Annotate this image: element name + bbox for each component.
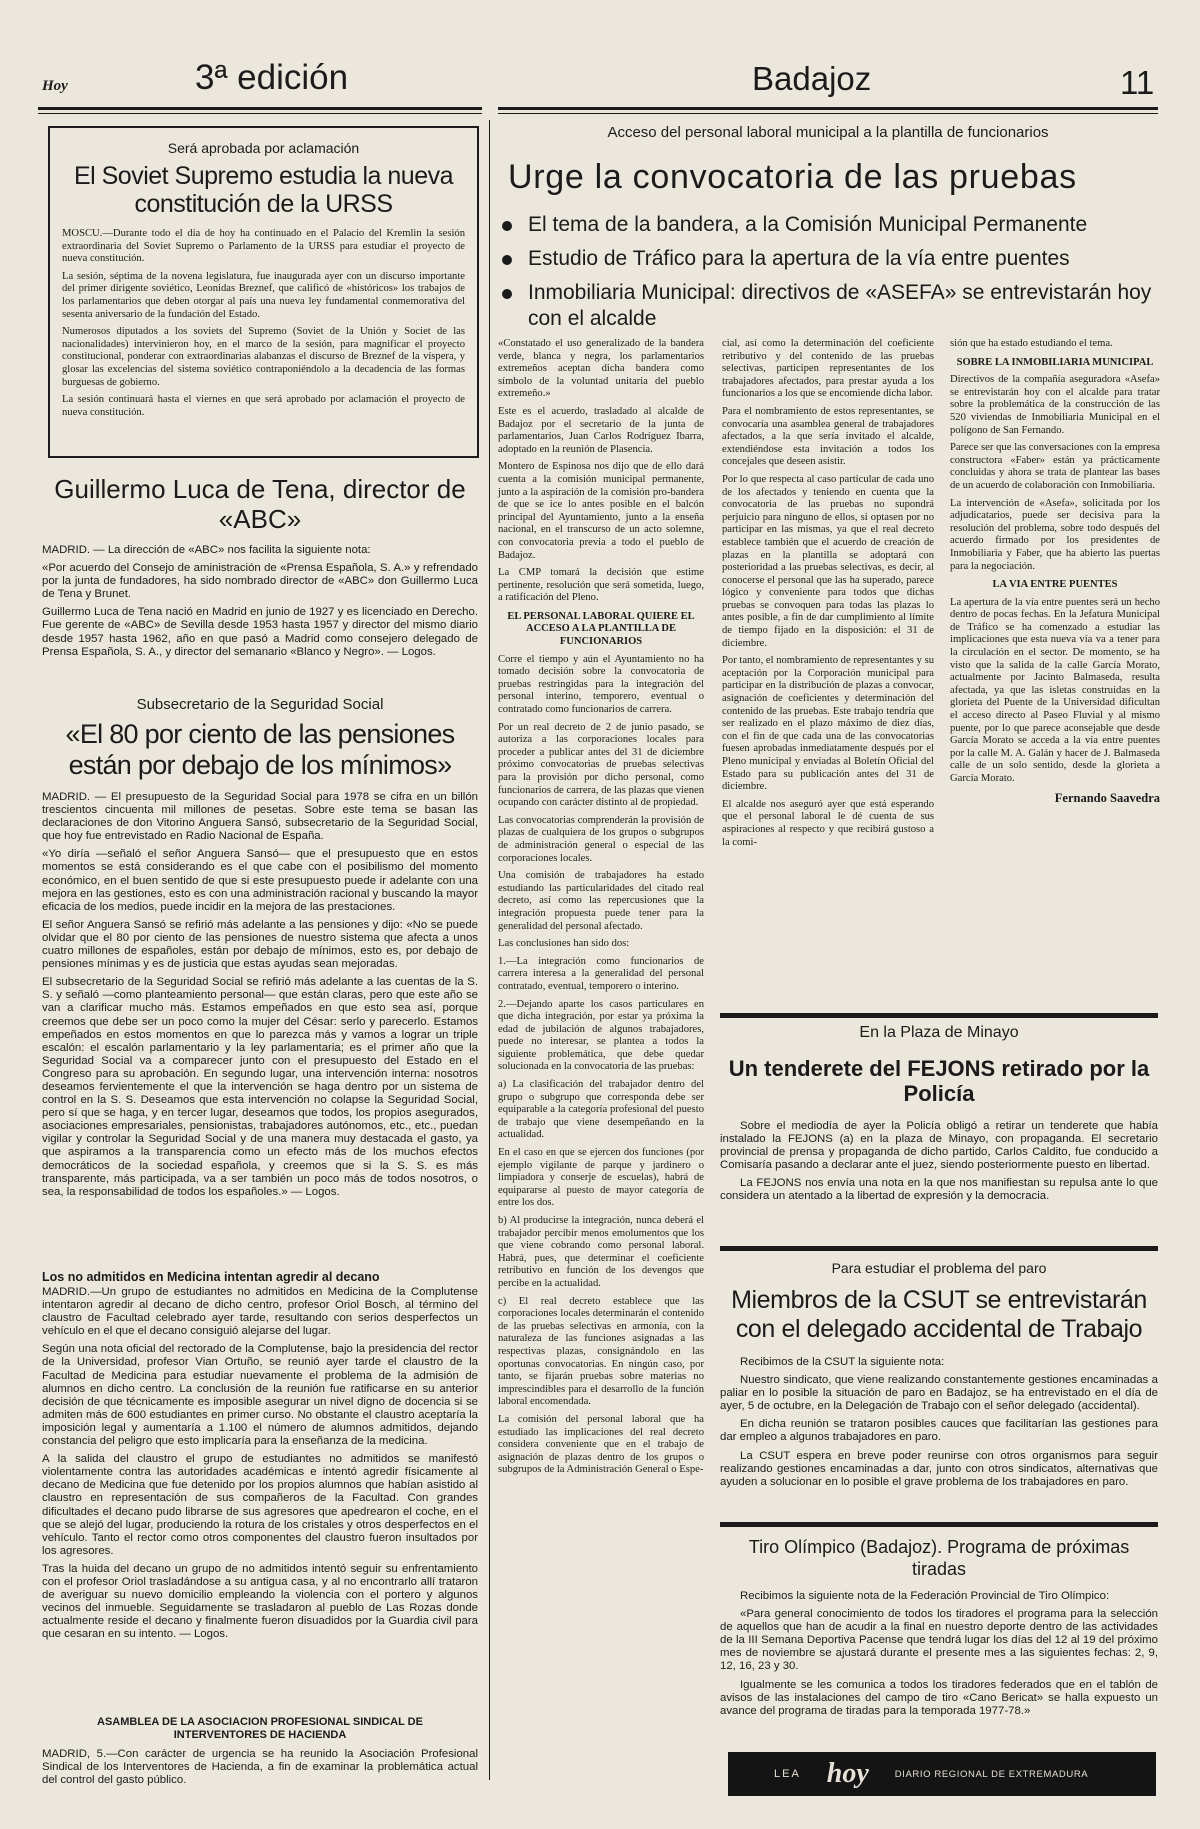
main-paragraph: Este es el acuerdo, trasladado al alcalde de Badajoz por el secretario de la junta de parlamentarios, Juan Carlos Rodríguez Ibarra, adoptado en la reunión de Plasencia. [498,405,704,455]
main-paragraph: sión que ha estado estudiando el tema. [950,338,1113,349]
pensiones-headline: «El 80 por ciento de las pensiones están por debajo de los mínimos» [65,719,455,780]
tiro-top-rule [720,1522,1158,1527]
medicina-paragraph: MADRID.—Un grupo de estudiantes no admitidos en Medicina de la Complutense intentaron agredir al decano de dicho centro, profesor Oriol Bosch, al término del claustro de Facultad celebrado ayer tarde, resultando con serios desperfectos un vehículo en el que el decano consiguió alejarse del lugar. [42,1286,478,1338]
csut-kicker: Para estudiar el problema del paro [831,1260,1047,1276]
csut-paragraph: Recibimos de la CSUT la siguiente nota: [740,1356,945,1368]
tiro-paragraph: Igualmente se les comunica a todos los tiradores federados que en el tablón de avisos de las instalaciones del campo de tiro «Cano Bericat» se halla expuesto un avance del programa de tiradas para la temporada 1977-78.» [720,1678,1158,1717]
main-paragraph: La apertura de la vía entre puentes será un hecho dentro de pocas fechas. En la Jefatura Municipal de Tráfico se ha comenzado a estudiar las implicaciones que esta nueva vía va a tener para la circulación en el sector. De momento, se ha visto que la salida de la calle García Morato, actualmente por Jacinto Balmaseda, resulta afectada, ya que las isletas construidas en la glorieta del Puente de la Universidad dificultan el acceso directo al Paseo Fluvial y al mismo puente, por lo que parece aconsejable que desde García Morato se acceda a la vía entre puentes por la calle M. A. Galán y hacer de J. Balmaseda calle de un solo sentido, desde la glorieta a García Morato. [950,596,1160,784]
minayo-paragraph: La FEJONS nos envía una nota en la que nos manifiestan su repulsa ante lo que considera un atentado a la libertad de expresión y la democracia. [720,1177,1158,1203]
luca-article [42,474,478,664]
csut-paragraph: En dicha reunión se trataron posibles cauces que facilitarían las gestiones para dar empleo a algunos trabajadores en paro. [720,1418,1158,1444]
minayo-top-rule [720,1013,1158,1018]
main-paragraph: 1.—La integración como funcionarios de carrera interesa a la generalidad del personal contratado, eventual, temporero o interino. [498,955,704,992]
tiro-paragraph: Recibimos la siguiente nota de la Federación Provincial de Tiro Olímpico: [740,1590,1110,1602]
bullet-icon [502,221,512,231]
soviet-paragraph: La sesión continuará hasta el viernes en que será aprobado por aclamación el proyecto de nueva constitución. [62,394,465,418]
main-column-1 [498,338,704,1482]
tiro-paragraph: «Para general conocimiento de todos los tiradores el programa para la selección de aquellos que han de acudir a la final en nuestro deporte dentro de las actividades de la III Semana Deportiva Pacense que tendrá lugar los días del 12 al 19 del próximo mes de noviembre se ajustará durante el presente mes a las siguientes fechas: 2, 9, 12, 16, 23 y 30. [720,1608,1158,1673]
minayo-headline: Un tenderete del FEJONS retirado por la Policía [728,1056,1150,1106]
main-column-2 [722,338,934,854]
header-rule-right [498,107,1158,110]
bullet-item [498,212,1158,238]
main-paragraph: Una comisión de trabajadores ha estado estudiando las particularidades del citado real decreto, así como las repercusiones que la integración propuesta puede tener para la generalidad del personal afectado. [498,870,704,932]
header-rule-left [38,107,482,110]
pensiones-paragraph: MADRID. — El presupuesto de la Seguridad Social para 1978 se cifra en un billón trescientos cincuenta mil millones de pesetas. Sobre este tema se basan las declaraciones de don Vitorino Anguera Sansó, subsecretario de la Seguridad Social, que hoy fue entrevistado en Radio Nacional de España. [42,791,478,843]
minayo-article [720,1024,1158,1209]
pensiones-article [42,696,478,1204]
main-paragraph: La CMP tomará la decisión que estime pertinente, resolución que será sometida, luego, a ratificación del Pleno. [498,567,704,604]
minayo-paragraph: Sobre el mediodía de ayer la Policía obligó a retirar un tenderete que había instalado la FEJONS (a) en la plaza de Minayo, con propaganda. El secretario provincial de prensa y propaganda de dicho partido, Carlos Caldito, fue conducido a Comisaría pasando a declarar ante el juez, siendo posteriormente puesto en libertad. [720,1120,1158,1172]
main-paragraph: Las convocatorias comprenderán la provisión de plazas de cualquiera de los grupos o subgrupos de administración general o especial de las corporaciones locales. [498,814,704,864]
csut-article [720,1260,1158,1494]
main-paragraph: Directivos de la compañía aseguradora «Asefa» se entrevistarán hoy con el alcalde para tratar sobre la problemática de la construcción de las 520 viviendas de Inmobiliaria Municipal en el polígono de San Fernando. [950,374,1160,436]
csut-paragraph: La CSUT espera en breve poder reunirse con otros organismos para seguir realizando gestiones encaminadas a dar, junto con otros sindicatos, alternativas que ayuden a solucionar en lo posible el grave problema de los trabajadores en paro. [720,1449,1158,1488]
pensiones-paragraph: El subsecretario de la Seguridad Social se refirió más adelante a las cuentas de la S. S. y señaló —como planteamiento personal— que están claras, pero que este año se van a clarificar mucho más. Estamos empeñados en que esto sea así, porque creemos que debe ser un poco como la mujer del César: serlo y parecerlo. Estamos empeñados en estos momentos en que lo parezca más y vamos a lograr un triple escalón: el escalón parlamentario y la ley parlamentaria; es el primer año que la Seguridad Social va a comparecer junto con el presupuesto del Estado en el Congreso para su aprobación. En segundo lugar, una intervención interna: nosotros deseamos fervientemente el que la intervención se haga dentro por un sistema de control en la S. S. Deseamos que esta intervención no colapse la Seguridad Social, pero sí que se haga, y en tercer lugar, deseamos que todos, los propios asegurados, asociaciones empresariales, pensionistas, trabajadores autónomos, etc., etc., puedan vigilar y controlar la Seguridad Social y de una manera muy destacada el gasto, ya que aspiramos a la transparencia como un efecto más de los muchos efectos democráticos de la sociedad española, y creemos que si la S. S. es más transparente, más participada, va a ser también un poco más de todos nosotros, o sea, la responsabilidad de todos los españoles.» — Logos. [42,976,478,1198]
bullet-text: El tema de la bandera, a la Comisión Municipal Permanente [528,213,1088,236]
minayo-kicker: En la Plaza de Minayo [859,1024,1019,1041]
csut-paragraph: Nuestro sindicato, que viene realizando constantemente gestiones encaminadas a paliar en lo posible la situación de paro en Badajoz, se ha entrevistado en el día de ayer, 5 de octubre, en la Delegación de Trabajo con el señor delegado (accidental). [720,1374,1158,1413]
csut-top-rule [720,1246,1158,1251]
asamblea-article [42,1716,478,1792]
pensiones-paragraph: «Yo diría —señaló el señor Anguera Sansó— que el presupuesto que en estos momentos se está considerando es el que cabe con el posibilismo del momento económico, en el buen sentido de que si este presupuesto puede ir adelante con una mejora en las gestiones, esto es con una administración racional y buscando la mayor eficacia de los medios, puede incidir en la mejora de las prestaciones. [42,848,478,913]
soviet-paragraph: MOSCU.—Durante todo el día de hoy ha continuado en el Palacio del Kremlin la sesión extraordinaria del Soviet Supremo o Parlamento de la URSS para estudiar el proyecto de nueva constitución. [62,228,465,265]
ad-logo: hoy [826,1758,869,1789]
main-paragraph: b) Al producirse la integración, nunca deberá el trabajador percibir menos emolumentos que los que viene cobrando como personal laboral. Habrá, pues, que determinar el coeficiente retributivo en función de los devengos que percibe en la actualidad. [498,1215,704,1289]
main-bullets [498,212,1158,332]
main-paragraph: La intervención de «Asefa», solicitada por los adjudicatarios, puede ser decisiva para la resolución del problema, sobre todo después del acuerdo firmado por los presidentes de Inmobiliaria y Faber, que ha abierto las puertas para la negociación. [950,497,1160,572]
soviet-paragraph: La sesión, séptima de la novena legislatura, fue inaugurada ayer con un discurso importante del primer dirigente soviético, Leonidas Breznef, que calificó de «históricos» los trabajos de los parlamentarios que deben otorgar al país una nueva ley fundamental conmemorativa del sesenta aniversario de la fundación del Estado. [62,270,465,320]
soviet-article-box [48,126,479,458]
bullet-icon [502,255,512,265]
main-subheading: LA VIA ENTRE PUENTES [992,579,1118,591]
main-paragraph: c) El real decreto establece que las corporaciones locales determinarán el contenido de las pruebas selectivas en armonía, con la naturaleza de las funciones asignadas a las respectivas plazas, consignándolo en las oportunas convocatorias. En ningún caso, por tanto, se fijarán pruebas sobre materias no imprescindibles para el desarrollo de la función laboral encomendada. [498,1295,704,1408]
main-paragraph: Por lo que respecta al caso particular de cada uno de los afectados y teniendo en cuenta que la convocatoria de las pruebas no supondrá perjuicio para ninguno de ellos, si optasen por no participar en las mismas, ya que el real decreto establece también que el acuerdo de creación de plazas en la plantilla se adoptará con posterioridad a las pruebas selectivas, es decir, al conocerse el personal que las ha superado, parece lógico y conveniente para todos que dichas pruebas se convoquen para todas las plazas lo antes posible, a fin de dar cumplimiento al límite de tiempo fijado en la disposición: el 31 de diciembre. [722,473,934,649]
main-paragraph: Parece ser que las conversaciones con la empresa constructora «Faber» están ya prácticamente concluidas y ahora se trata de plantear las bases de un acuerdo de colaboración con Inmobiliaria. [950,442,1160,491]
main-column-3 [950,338,1160,804]
main-subheading: SOBRE LA INMOBILIARIA MUNICIPAL [956,356,1154,368]
hoy-ad-banner [728,1752,1156,1796]
main-paragraph: Por un real decreto de 2 de junio pasado, se autoriza a las corporaciones locales para proceder a publicar antes del 31 de diciembre próximo convocatorias de pruebas selectivas para la provisión por dicho personal, como funcionarios de carrera, de las plazas que vienen ocupando con carácter distinto al de propiedad. [498,721,704,809]
asamblea-headline: ASAMBLEA DE LA ASOCIACION PROFESIONAL SINDICAL DE INTERVENTORES DE HACIENDA [97,1716,423,1741]
main-paragraph: a) La clasificación del trabajador dentro del grupo o subgrupo que corresponda debe ser equiparable a la categoría profesional del puesto de trabajo que viene desempeñando en la actualidad. [498,1079,704,1141]
main-headline: Urge la convocatoria de las pruebas [508,158,1077,196]
medicina-paragraph: Según una nota oficial del rectorado de la Complutense, bajo la presidencia del rector de la Universidad, profesor Vian Ortuño, se reunió ayer tarde el claustro de la Facultad de Medicina para estudiar nuevamente el problema de la admisión de alumnos en dicho centro. La conclusión de la reunión fue ratificarse en su anterior decisión de que técnicamente es imposible asegurar un nivel digno de docencia si se admiten más de 600 estudiantes en primer curso. No obstante el claustro aceptaría la imposición legal y aumentaría a 1.100 el número de alumnos admitidos, dejando constancia del peligro que esto implicaría para la enseñanza de la medicina. [42,1343,478,1448]
main-paragraph: «Constatado el uso generalizado de la bandera verde, blanca y negra, los parlamentarios extremeños aceptan dicha bandera como símbolo de la voluntad unitaria del pueblo extremeño.» [498,338,704,400]
main-paragraph: Las conclusiones han sido dos: [498,938,630,950]
pensiones-kicker: Subsecretario de la Seguridad Social [136,696,384,713]
medicina-paragraph: A la salida del claustro el grupo de estudiantes no admitidos se manifestó violentamente contra las autoridades académicas e intentó agredir físicamente al decano de Medicina que fue detenido por los propios alumnos que habían asistido al claustro en representación de sus compañeros de la Facultad. Con grandes dificultades el decano pudo librarse de sus agresores que apedrearon el coche, en el que se alejó del lugar, produciendo la rotura de los cristales y otros desperfectos en el vehículo. Tanto el rector como otros componentes del claustro fueron insultados por los agresores. [42,1453,478,1557]
luca-headline: Guillermo Luca de Tena, director de «ABC» [54,474,466,534]
medicina-paragraph: Tras la huida del decano un grupo de no admitidos intentó seguir su enfrentamiento con el profesor Oriol trasladándose a su antigua casa, y al no encontrarlo allí trataron de averiguar su nuevo domicilio empleando la violencia con el portero y algunos vecinos del inmueble. Seguidamente se trasladaron al pueblo de Las Rozas donde actualmente reside el decano y finalmente fueron disuadidos por la Guardia civil para que cesaran en su intento. — Logos. [42,1562,478,1641]
bullet-item [498,246,1158,272]
main-paragraph: cial, así como la determinación del coeficiente retributivo y del contenido de las pruebas selectivas, participen representantes de los trabajadores afectados, para prestar ayuda a los funcionarios a los que se encomiende dicha labor. [722,338,934,400]
main-kicker: Acceso del personal laboral municipal a la plantilla de funcionarios [607,124,1049,141]
main-paragraph: En el caso en que se ejercen dos funciones (por ejemplo vigilante de parque y jardinero o limpiadora y conserje de escuelas), habrá de equipararse al puesto de mayor categoría de entre los dos. [498,1147,704,1209]
csut-headline: Miembros de la CSUT se entrevistarán con el delegado accidental de Trabajo [731,1286,1147,1343]
edition-label: 3ª edición [195,58,349,97]
medicina-headline: Los no admitidos en Medicina intentan agredir al decano [42,1270,380,1284]
ad-lea: LEA [774,1768,801,1780]
section-title: Badajoz [752,60,872,97]
pensiones-paragraph: El señor Anguera Sansó se refirió más adelante a las pensiones y dijo: «No se puede olvidar que el 80 por ciento de las pensiones de nuestro sistema que afecta a unos cuatro millones de españoles, están por debajo de mínimos, esto es, por debajo de pensiones mínimas y es de justicia que estas ayudas sean mejoradas. [42,918,478,971]
main-paragraph: La comisión del personal laboral que ha estudiado las implicaciones del real decreto considera conveniente que en el trabajo de asignación de plazas dentro de los grupos o subgrupos de la Administración General o Espe- [498,1413,704,1476]
soviet-headline: El Soviet Supremo estudia la nueva constitución de la URSS [73,162,454,218]
main-paragraph: Montero de Espinosa nos dijo que de ello dará cuenta a la comisión municipal permanente, junto a la aspiración de la comisión pro-bandera de que se ice lo antes posible en el balcón principal del Ayuntamiento, junto a la enseña nacional, en el transcurso de un acto solemne, con convocatoria previa a todo el pueblo de Badajoz. [498,461,704,561]
main-paragraph: El alcalde nos aseguró ayer que está esperando que el personal laboral le dé cuenta de sus aspiraciones al respecto y que recibirá gustoso a la comi- [722,798,934,848]
header-rule-left-thin [38,113,482,114]
luca-paragraph: MADRID. — La dirección de «ABC» nos facilita la siguiente nota: [42,544,371,556]
asamblea-paragraph: MADRID, 5.—Con carácter de urgencia se ha reunido la Asociación Profesional Sindical de los Interventores de Hacienda, a fin de examinar la problemática actual del control del gasto público. [42,1748,478,1787]
main-paragraph: Por tanto, el nombramiento de representantes y su aceptación por la Corporación municipal para participar en la distribución de plazas a convocar, asignación de coeficientes y determinación del contenido de las pruebas. Este trabajo tendría que ser realizado en el plazo máximo de diez días, con el fin de que cada una de las convocatorias fuesen aprobadas inmediatamente después por el Pleno municipal y enviadas al Boletín Oficial del Estado para su publicación antes del 31 de diciembre. [722,655,934,793]
main-paragraph: Corre el tiempo y aún el Ayuntamiento no ha tomado decisión sobre la convocatoria de pruebas restringidas para la integración del personal interino, temporero, eventual o contratado como funcionarios de carrera. [498,653,704,716]
tiro-article [720,1536,1158,1723]
main-byline: Fernando Saavedra [1054,790,1160,805]
soviet-kicker: Será aprobada por aclamación [167,140,360,156]
column-divider [489,120,490,1780]
main-paragraph: 2.—Dejando aparte los casos particulares en que dicha integración, por estar ya próxima la edad de jubilación de algunos trabajadores, puede no interesar, se plantea a todos la siguiente problemática, que debe quedar solucionada en la convocatoria de las pruebas: [498,998,704,1073]
bullet-text: Inmobiliaria Municipal: directivos de «ASEFA» se entrevistarán hoy con el alcalde [528,281,1152,330]
bullet-item [498,280,1158,332]
medicina-article [42,1270,478,1646]
tiro-headline: Tiro Olímpico (Badajoz). Programa de próximas tiradas [748,1537,1130,1579]
ad-tagline: DIARIO REGIONAL DE EXTREMADURA [894,1768,1089,1780]
masthead-logo: Hoy [42,78,68,94]
soviet-paragraph: Numerosos diputados a los soviets del Supremo (Soviet de la Unión y Societ de las nacionalidades) intervinieron hoy, en el marco de la sesión, para magnificar el proyecto constitucional, ponderar con extraordinarias alabanzas el discurso de Breznef de la víspera, y glosar las excelencias del sistema soviético contraponiéndolo a la decadencia de las formas burguesas de gobierno. [62,326,465,388]
luca-paragraph: «Por acuerdo del Consejo de aministración de «Prensa Española, S. A.» y refrendado por la junta de fundadores, ha sido nombrado director de «ABC» don Guillermo Luca de Tena y Brunet. [42,562,478,601]
main-subheading: EL PERSONAL LABORAL QUIERE EL ACCESO A LA PLANTILLA DE FUNCIONARIOS [507,610,695,648]
header-rule-right-thin [498,113,1158,114]
main-paragraph: Para el nombramiento de estos representantes, se convocaría una asamblea general de trabajadores afectados, a la que sería invitado el alcalde, extendiéndose esta invitación a todos los concejales que deseen asistir. [722,405,934,468]
bullet-text: Estudio de Tráfico para la apertura de la vía entre puentes [528,247,1070,270]
bullet-icon [502,289,512,299]
page-number: 11 [1120,64,1155,101]
luca-paragraph: Guillermo Luca de Tena nació en Madrid en junio de 1927 y es licenciado en Derecho. Fue gerente de «ABC» de Sevilla desde 1953 hasta 1957 y director del mismo diario desde 1957 hasta 1962, año en que pasó a Madrid como consejero delegado de Prensa Española, S. A., y director del semanario «Blanco y Negro». — Logos. [42,606,478,658]
